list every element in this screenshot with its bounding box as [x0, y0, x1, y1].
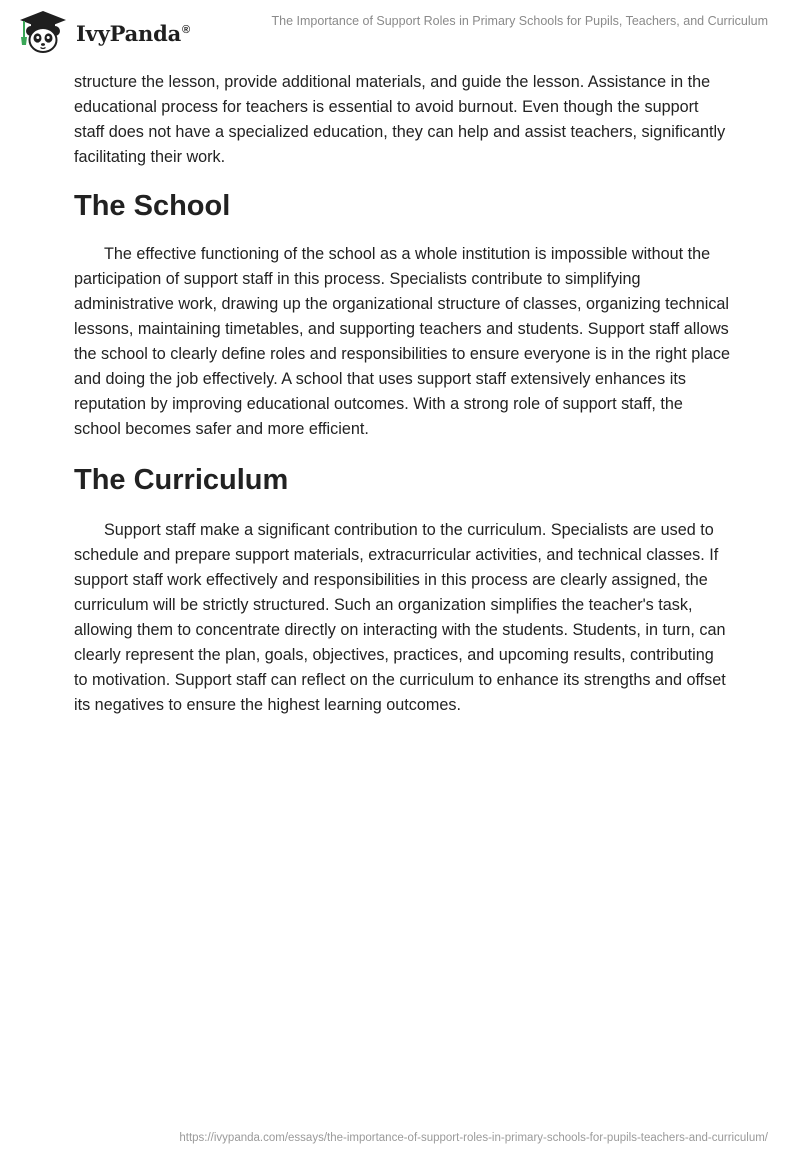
brand-name: IvyPanda®	[76, 20, 190, 46]
page-header	[0, 0, 800, 64]
intro-paragraph: structure the lesson, provide additional materials, and guide the lesson. Assistance in the educational process for teachers is essential to avoid burnout. Even though the support staff does not have a specialized education, they can help and assist teachers, significantly facilitating their work.	[74, 73, 726, 166]
panda-graduate-icon	[14, 9, 72, 55]
document-title: The Importance of Support Roles in Primary Schools for Pupils, Teachers, and Curriculum	[271, 14, 768, 28]
section-paragraph-curriculum: Support staff make a significant contribution to the curriculum. Specialists are used to schedule and prepare support materials, extracurricular activities, and technical classes. If support staff work effectively and responsibilities in this process are clearly assigned, the curriculum will be strictly structured. Such an organization simplifies the teacher's task, allowing them to concentrate directly on interacting with the students. Students, in turn, can clearly represent the plan, goals, objectives, practices, and upcoming results, contributing to motivation. Support staff can reflect on the curriculum to enhance its strengths and offset its negatives to ensure the highest learning outcomes.	[74, 521, 726, 714]
registered-mark: ®	[182, 23, 190, 36]
section-heading-curriculum: The Curriculum	[74, 464, 289, 496]
section-paragraph-school: The effective functioning of the school as a whole institution is impossible without the participation of support staff in this process. Specialists contribute to simplifying administrative work, drawing up the organizational structure of classes, organizing technical lessons, maintaining timetables, and supporting teachers and students. Support staff allows the school to clearly define roles and responsibilities to ensure everyone is in the right place and doing the job effectively. A school that uses support staff extensively enhances its reputation by improving educational outcomes. With a strong role of support staff, the school becomes safer and more efficient.	[74, 245, 730, 438]
essay-content	[74, 70, 730, 718]
source-url-link[interactable]: https://ivypanda.com/essays/the-importance-of-support-roles-in-primary-schools-for-pupils-teachers-and-curriculum/	[179, 1132, 768, 1144]
ivypanda-logo[interactable]	[14, 9, 190, 55]
section-heading-school: The School	[74, 190, 231, 222]
